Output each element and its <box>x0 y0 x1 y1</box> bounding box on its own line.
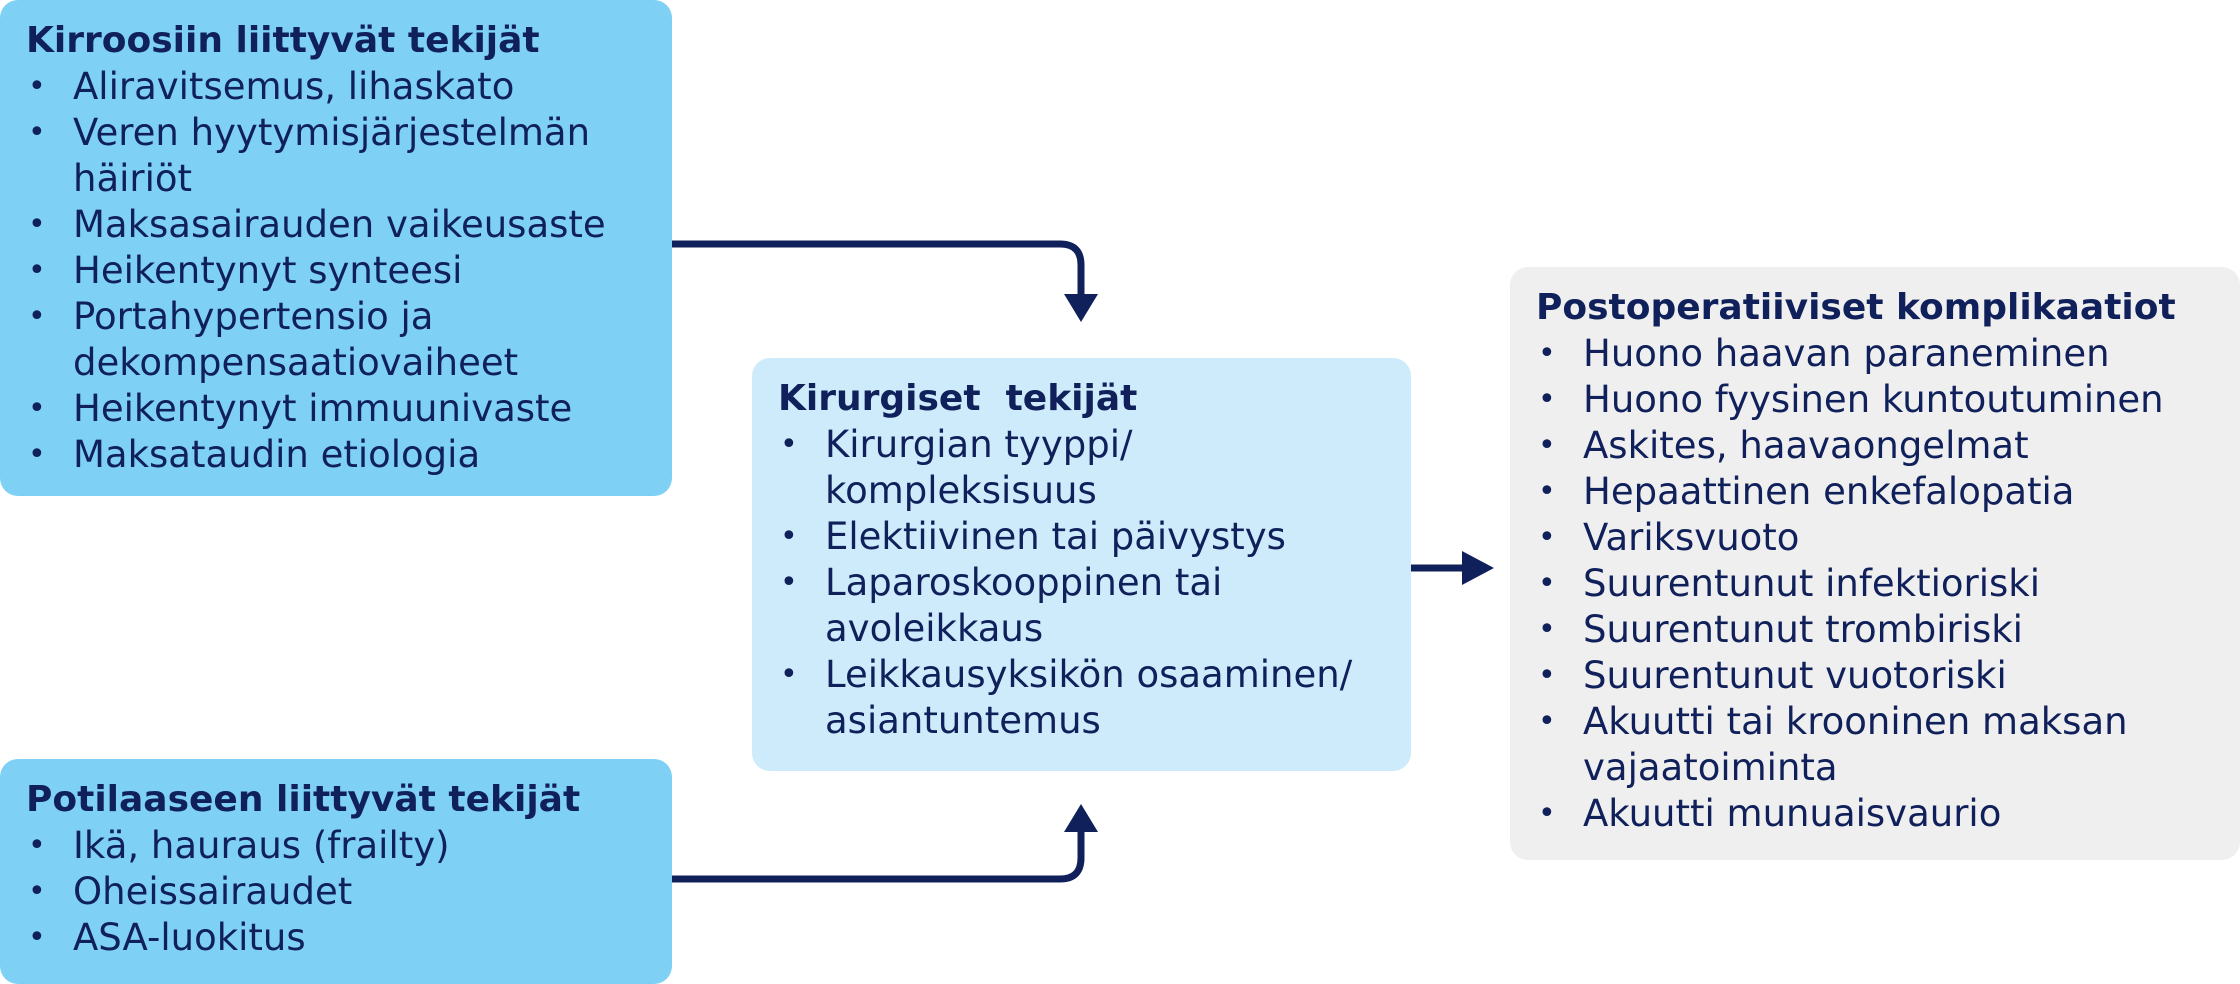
surgical-factors-title: Kirurgiset tekijät <box>778 378 1138 419</box>
patient-factors-title: Potilaaseen liittyvät tekijät <box>26 779 581 820</box>
list-item: • Portahypertensio ja dekompensaatiovaiheet <box>26 294 633 386</box>
list-item: • Aliravitsemus, lihaskato <box>26 64 648 110</box>
postoperative-complications-title: Postoperatiiviset komplikaatiot <box>1536 287 2176 328</box>
list-item: • Variksvuoto <box>1536 515 2216 561</box>
list-item: • Suurentunut infektioriski <box>1536 561 2216 607</box>
list-item: • Hepaattinen enkefalopatia <box>1536 469 2216 515</box>
list-item: • Ikä, hauraus (frailty) <box>26 823 648 869</box>
list-item: • Oheissairaudet <box>26 869 648 915</box>
list-item: • ASA-luokitus <box>26 915 648 961</box>
list-item: • Huono fyysinen kuntoutuminen <box>1536 377 2216 423</box>
cirrhosis-to-surgical-arrow-line <box>672 244 1081 296</box>
cirrhosis-factors-title: Kirroosiin liittyvät tekijät <box>26 20 540 61</box>
cirrhosis-factors-box <box>0 0 672 496</box>
list-item: • Kirurgian tyyppi/ kompleksisuus <box>778 422 1245 514</box>
list-item: • Heikentynyt immuunivaste <box>26 386 648 432</box>
list-item: • Suurentunut vuotoriski <box>1536 653 2216 699</box>
list-item: • Laparoskooppinen tai avoleikkaus <box>778 560 1285 652</box>
list-item: • Akuutti tai krooninen maksan vajaatoiminta <box>1536 699 2203 791</box>
surgical-factors-list <box>778 422 1387 744</box>
list-item: • Suurentunut trombiriski <box>1536 607 2216 653</box>
postoperative-complications-list <box>1536 331 2216 837</box>
list-item: • Askites, haavaongelmat <box>1536 423 2216 469</box>
patient-to-surgical-arrowhead <box>1064 804 1098 832</box>
list-item: • Huono haavan paraneminen <box>1536 331 2216 377</box>
surgical-to-postop-arrowhead <box>1462 551 1494 585</box>
list-item: • Akuutti munuaisvaurio <box>1536 791 2216 837</box>
list-item: • Heikentynyt synteesi <box>26 248 648 294</box>
list-item: • Maksasairauden vaikeusaste <box>26 202 648 248</box>
postoperative-complications-box <box>1510 267 2240 860</box>
list-item: • Veren hyytymisjärjestelmän häiriöt <box>26 110 633 202</box>
patient-to-surgical-arrow-line <box>672 830 1081 879</box>
surgical-factors-box <box>752 358 1411 771</box>
cirrhosis-to-surgical-arrowhead <box>1064 294 1098 322</box>
list-item: • Leikkausyksikön osaaminen/ asiantuntemus <box>778 652 1415 744</box>
cirrhosis-factors-list <box>26 64 648 478</box>
list-item: • Maksataudin etiologia <box>26 432 648 478</box>
patient-factors-box <box>0 759 672 984</box>
patient-factors-list <box>26 823 648 961</box>
list-item: • Elektiivinen tai päivystys <box>778 514 1387 560</box>
